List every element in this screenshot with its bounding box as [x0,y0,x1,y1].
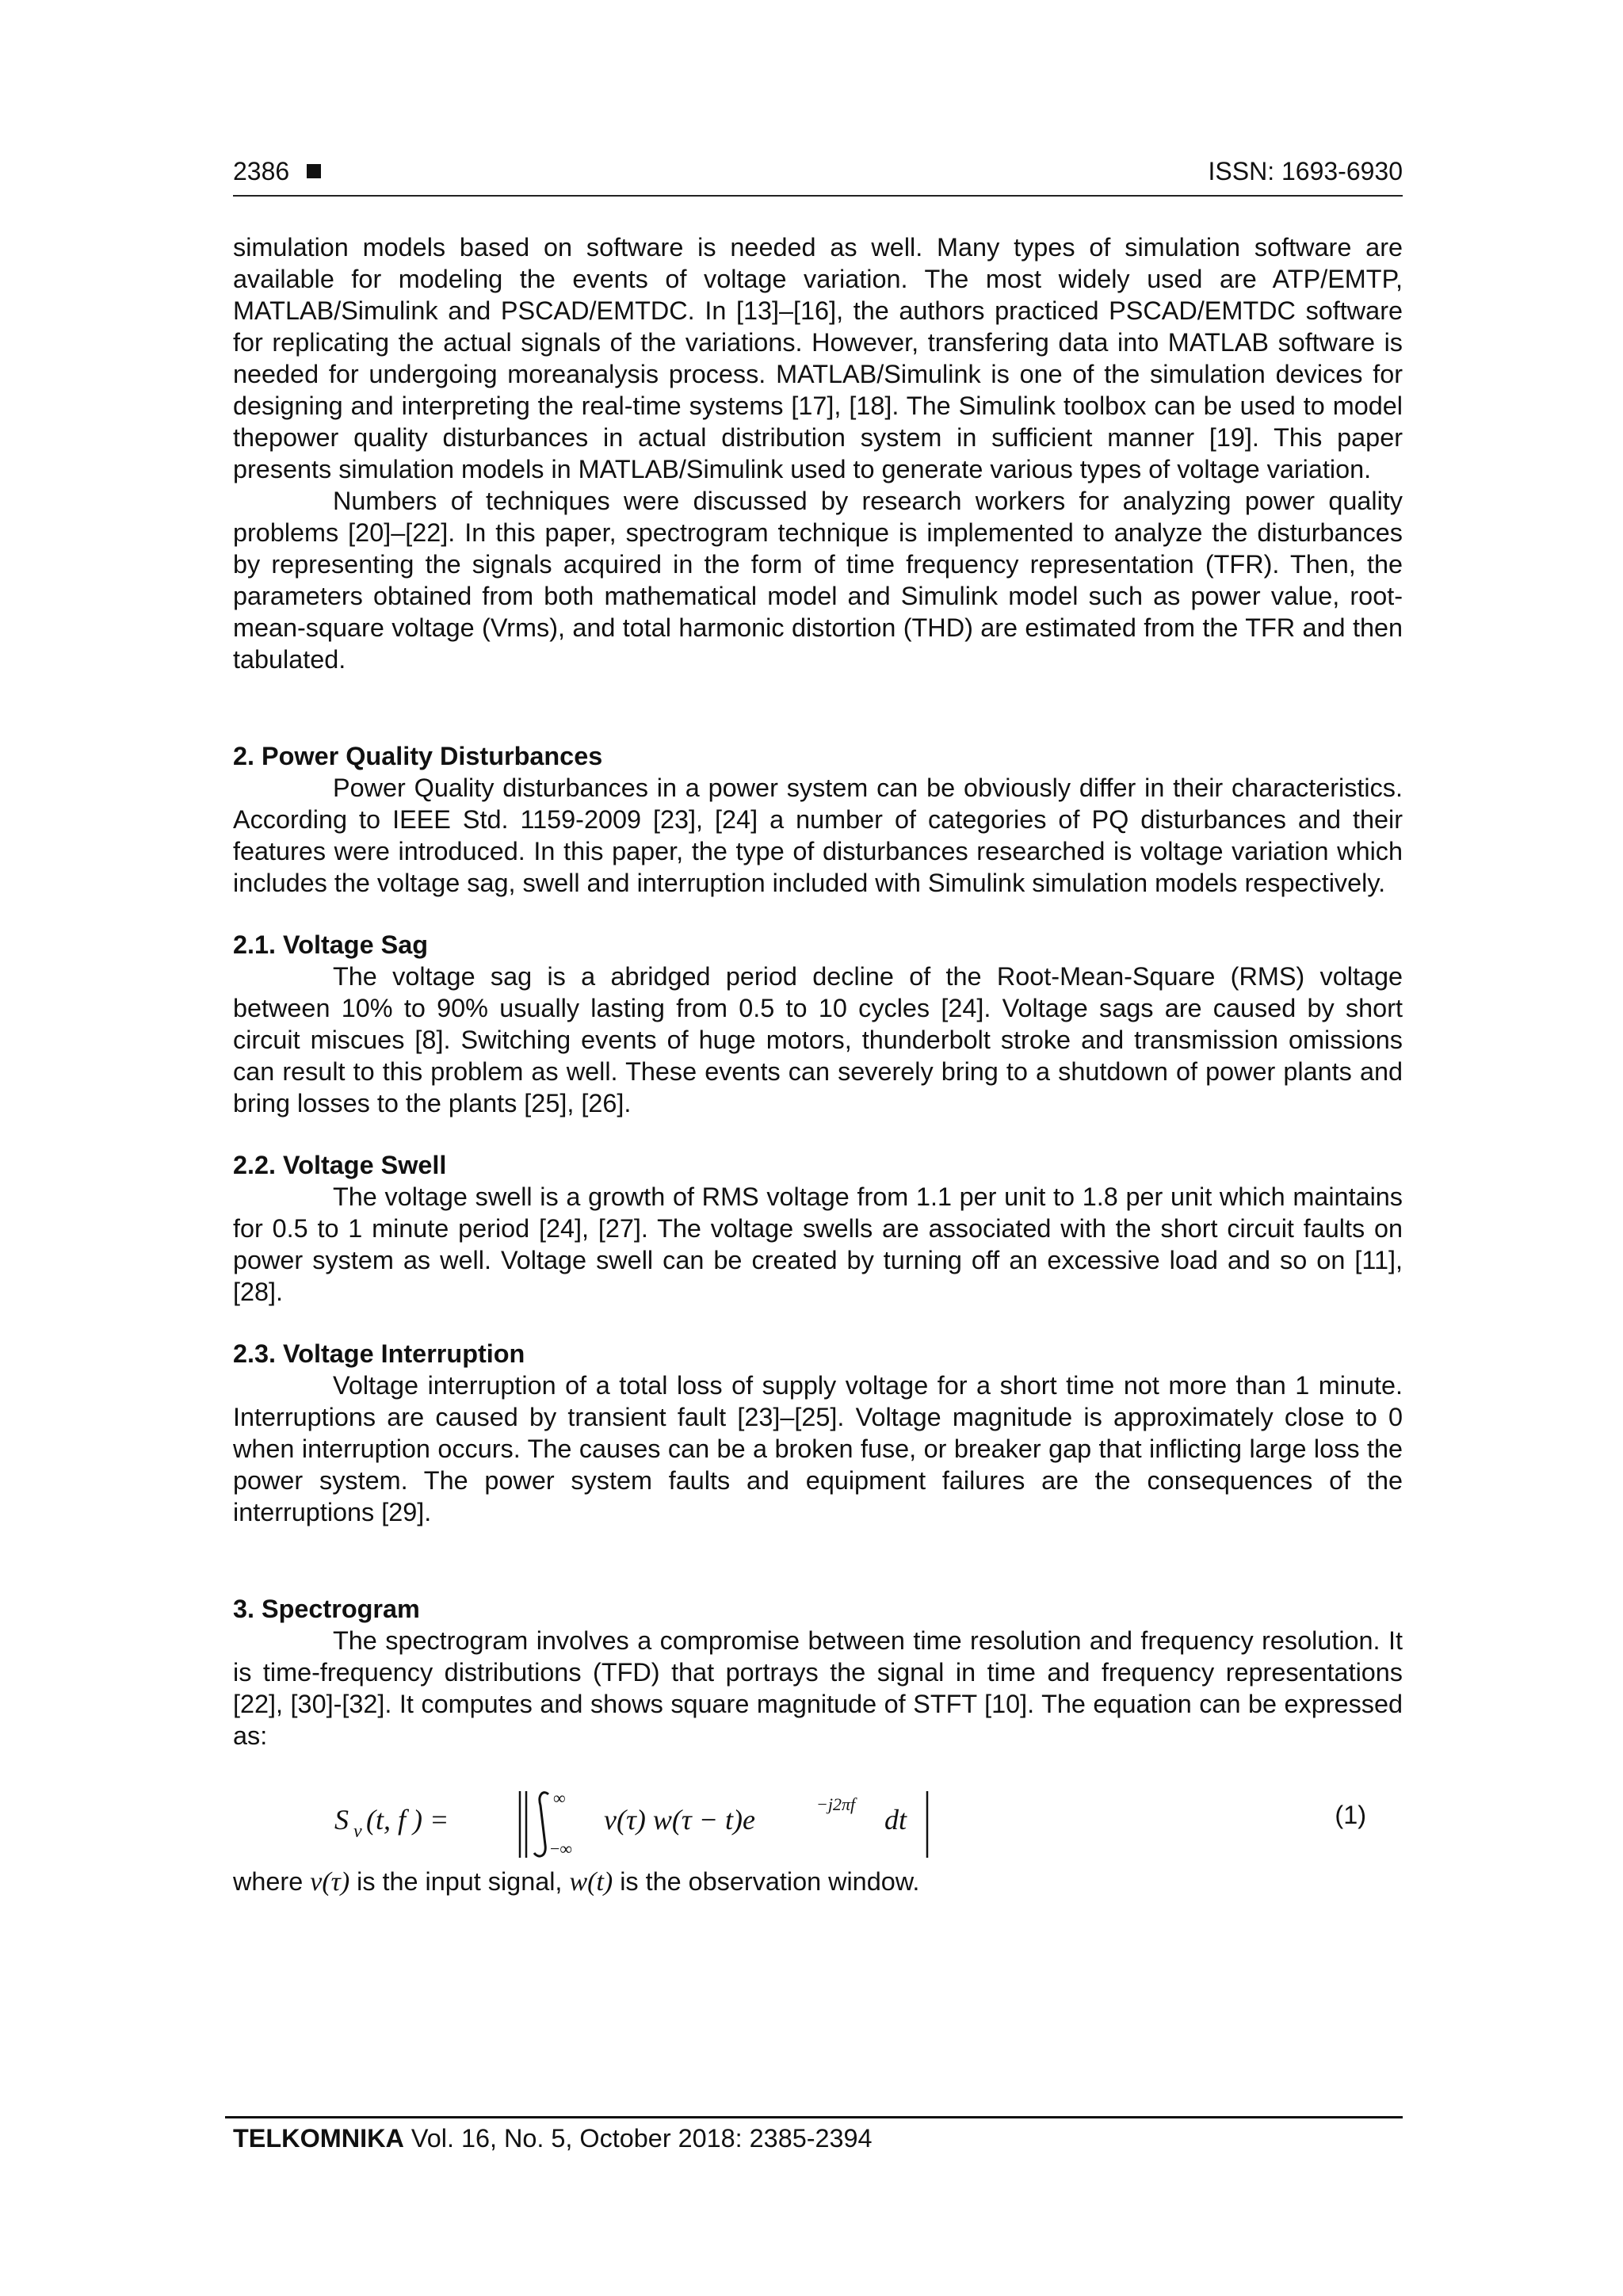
eq-lower-limit: −∞ [550,1839,573,1859]
section-heading-2: 2. Power Quality Disturbances [233,742,603,770]
subsection-gap [233,1119,1403,1149]
equation-1 [233,1772,1403,1866]
symbol-w-t: w(t) [569,1867,613,1897]
section-heading-2-1: 2.1. Voltage Sag [233,930,429,959]
journal-citation: Vol. 16, No. 5, October 2018: 2385-2394 [411,2124,873,2153]
equation-graphic [328,1772,1041,1866]
running-footer [233,2124,873,2153]
eq-exponent: −j2πf [816,1794,856,1814]
section-3-paragraph: The spectrogram involves a compromise between time resolution and frequency resolution. It is time-frequency distributions (TFD) that portrays the signal in time and frequency representations [22], [30]-[32]. It computes and shows square magnitude of STFT [10]. The equation can be expressed as: [233,1626,1403,1750]
issn: ISSN: 1693-6930 [1208,157,1403,185]
symbol-v-tau: v(τ) [310,1867,350,1897]
where-prefix: where [233,1867,311,1896]
where-mid: is the input signal, [349,1867,570,1896]
header-rule [233,195,1403,197]
section-heading-2-3: 2.3. Voltage Interruption [233,1339,525,1368]
eq-lhs-subscript: v [353,1821,362,1842]
running-header [233,157,1403,195]
section-heading-3: 3. Spectrogram [233,1595,420,1623]
integral-sign-icon [534,1793,548,1856]
subsection-gap [233,899,1403,929]
eq-integrand: v(τ) w(τ − t)e [604,1804,755,1836]
footer-rule [225,2116,1403,2118]
subsection-gap [233,1308,1403,1338]
where-line [233,1866,1403,1898]
page-number-group [233,157,321,186]
intro-paragraph-1: simulation models based on software is needed as well. Many types of simulation software are available for modeling the events of voltage variation. The most widely used are ATP/EMTP, MATLAB/Simulink and PSCAD/EMTDC. In [13]–[16], the authors practiced PSCAD/EMTDC software for replicating the actual signals of the variations. However, transfering data into MATLAB software is needed for undergoing moreanalysis process. MATLAB/Simulink is one of the simulation devices for designing and interpreting the real-time systems [17], [18]. The Simulink toolbox can be used to model thepower quality disturbances in actual distribution system in sufficient manner [19]. This paper presents simulation models in MATLAB/Simulink used to generate various types of voltage variation. [233,233,1403,483]
eq-lhs-symbol: S [334,1804,349,1836]
eq-lhs-args: (t, f ) = [366,1804,449,1836]
section-2-3-paragraph: Voltage interruption of a total loss of supply voltage for a short time not more than 1 minute. Interruptions are caused by transient fault [23]–[25]. Voltage magnitude is approximately close to 0 when interruption occurs. The causes can be a broken fuse, or breaker gap that inflicting large loss the power system. The power system faults and equipment failures are the consequences of the interruptions [29]. [233,1371,1403,1526]
eq-differential: dt [884,1804,907,1836]
page-number: 2386 [233,157,290,185]
section-heading-2-2: 2.2. Voltage Swell [233,1151,447,1179]
journal-name: TELKOMNIKA [233,2124,404,2153]
where-suffix: is the observation window. [613,1867,920,1896]
section-2-2-paragraph: The voltage swell is a growth of RMS voltage from 1.1 per unit to 1.8 per unit which maintains for 0.5 to 1 minute period [24], [27]. The voltage swells are associated with the short circuit faults on power system as well. Voltage swell can be created by turning off an excessive load and so on [11], [28]. [233,1182,1403,1306]
section-2-paragraph: Power Quality disturbances in a power system can be obviously differ in their characteristics. According to IEEE Std. 1159-2009 [23], [24] a number of categories of PQ disturbances and their features were introduced. In this paper, the type of disturbances researched is voltage variation which includes the voltage sag, swell and interruption included with Simulink simulation models respectively. [233,774,1403,897]
section-gap [233,675,1403,740]
intro-paragraph-2: Numbers of techniques were discussed by research workers for analyzing power quality problems [20]–[22]. In this paper, spectrogram technique is implemented to analyze the disturbances by representing the signals acquired in the form of time frequency representation (TFR). Then, the parameters obtained from both mathematical model and Simulink model such as power value, root-mean-square voltage (Vrms), and total harmonic distortion (THD) are estimated from the TFR and then tabulated. [233,487,1403,674]
article-body [233,231,1403,1898]
eq-upper-limit: ∞ [553,1788,566,1808]
square-bullet-icon [307,164,321,178]
section-2-1-paragraph: The voltage sag is a abridged period decline of the Root-Mean-Square (RMS) voltage between 10% to 90% usually lasting from 0.5 to 10 cycles [24]. Voltage sags are caused by short circuit miscues [8]. Switching events of huge motors, thunderbolt stroke and transmission omissions can result to this problem as well. These events can severely bring to a shutdown of power plants and bring losses to the plants [25], [26]. [233,962,1403,1117]
equation-number: (1) [1335,1801,1366,1829]
section-gap [233,1528,1403,1593]
